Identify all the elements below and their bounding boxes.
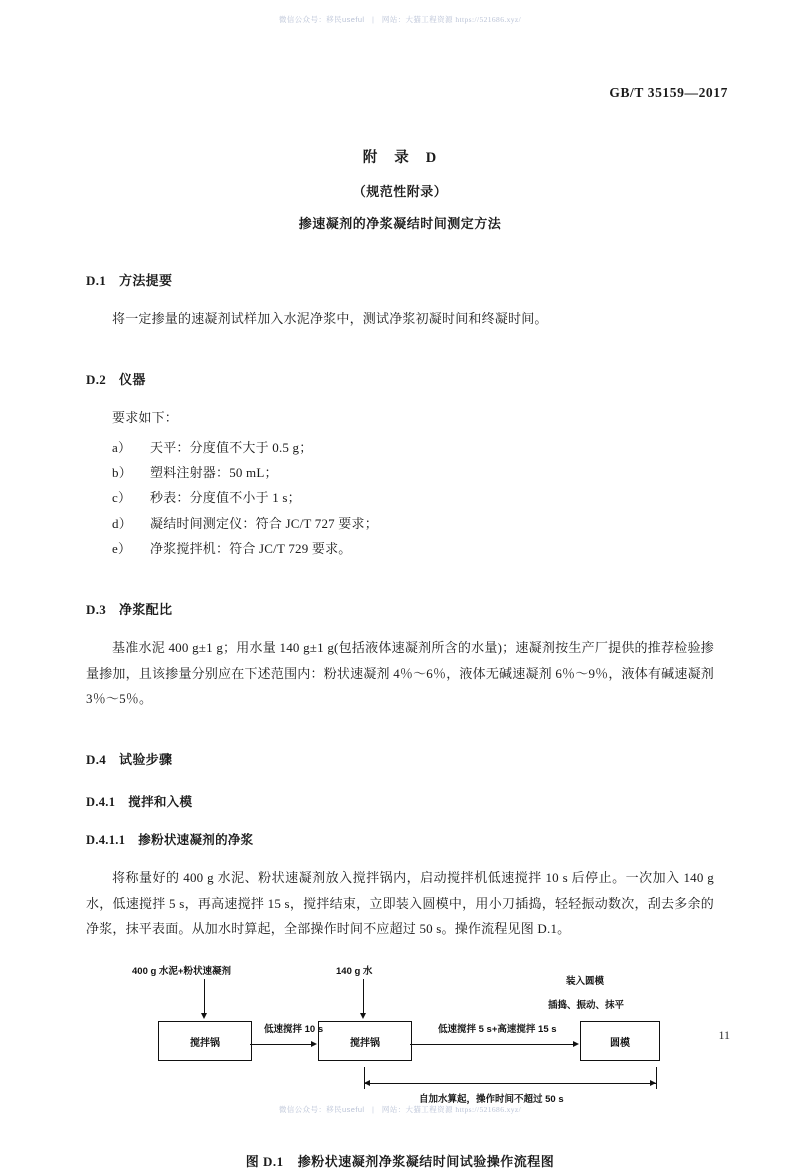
diagram-arrow-down-icon bbox=[201, 1013, 207, 1019]
list-item bbox=[112, 435, 714, 460]
heading-d41 bbox=[86, 792, 714, 810]
list-item-text: 凝结时间测定仪：符合 JC/T 727 要求； bbox=[150, 515, 378, 531]
heading-d41-number: D.4.1 bbox=[86, 795, 116, 810]
diagram-right-label-compact: 插捣、振动、抹平 bbox=[548, 1000, 625, 1012]
list-item-marker: a） bbox=[112, 439, 132, 455]
diagram-arrow-right-icon bbox=[311, 1041, 317, 1047]
page-number: 11 bbox=[718, 1028, 730, 1042]
heading-d411-number: D.4.1.1 bbox=[86, 833, 126, 848]
watermark-separator: | bbox=[371, 15, 375, 24]
diagram-arrow-label-low-high-speed: 低速搅拌 5 s+高速搅拌 15 s bbox=[438, 1024, 557, 1036]
annex-label-prefix: 附 bbox=[362, 150, 379, 166]
diagram-input-label-water: 140 g 水 bbox=[336, 966, 373, 978]
diagram-arrow-shaft bbox=[410, 1044, 574, 1045]
annex-type: （规范性附录） bbox=[352, 184, 448, 199]
diagram-arrow-left-icon bbox=[364, 1080, 370, 1086]
diagram-arrow-shaft bbox=[250, 1044, 312, 1045]
diagram-arrow-right-icon bbox=[573, 1041, 579, 1047]
diagram-arrow-down-icon bbox=[360, 1013, 366, 1019]
list-item bbox=[112, 511, 714, 536]
heading-d3 bbox=[86, 599, 714, 618]
list-item-marker: c） bbox=[112, 490, 132, 506]
watermark-wechat: 微信公众号：移民useful bbox=[278, 15, 365, 24]
list-item-marker: e） bbox=[112, 541, 132, 557]
annex-title bbox=[86, 146, 714, 167]
figure-caption bbox=[86, 1151, 714, 1170]
heading-d2-number: D.2 bbox=[86, 372, 107, 388]
list-item-text: 净浆搅拌机：符合 JC/T 729 要求。 bbox=[150, 541, 352, 557]
diagram-input-label-cement: 400 g 水泥+粉状速凝剂 bbox=[132, 966, 231, 978]
heading-d4-number: D.4 bbox=[86, 752, 107, 768]
instrument-list bbox=[112, 435, 714, 562]
list-item-text: 秒表：分度值不小于 1 s； bbox=[150, 490, 301, 506]
watermark-url: https://521686.xyz/ bbox=[455, 1105, 522, 1114]
diagram-span-label: 自加水算起，操作时间不超过 50 s bbox=[419, 1094, 564, 1106]
paragraph-d2-lead: 要求如下： bbox=[112, 410, 179, 426]
watermark-top bbox=[0, 14, 800, 25]
page-content bbox=[86, 146, 714, 1170]
diagram-span-tick-left bbox=[364, 1067, 365, 1089]
heading-d2-text: 仪器 bbox=[119, 372, 146, 388]
annex-letter: D bbox=[425, 150, 438, 166]
watermark-site: 网站：大猫工程资源 bbox=[381, 1105, 453, 1114]
standard-number-header: GB/T 35159—2017 bbox=[609, 85, 728, 100]
annex-name: 掺速凝剂的净浆凝结时间测定方法 bbox=[298, 216, 502, 231]
figure-caption-text: 掺粉状速凝剂净浆凝结时间试验操作流程图 bbox=[297, 1154, 555, 1170]
heading-d41-text: 搅拌和入模 bbox=[128, 795, 193, 810]
list-item-text: 塑料注射器：50 mL； bbox=[150, 465, 278, 481]
paragraph-d1: 将一定掺量的速凝剂试样加入水泥净浆中，测试净浆初凝时间和终凝时间。 bbox=[112, 311, 548, 326]
diagram-arrow-label-low-speed: 低速搅拌 10 s bbox=[264, 1024, 324, 1036]
diagram-connector-line bbox=[363, 979, 364, 1015]
list-item bbox=[112, 485, 714, 510]
heading-d411-text: 掺粉状速凝剂的净浆 bbox=[138, 833, 254, 848]
heading-d1-number: D.1 bbox=[86, 273, 107, 288]
diagram-connector-line bbox=[204, 979, 205, 1015]
list-item-marker: d） bbox=[112, 515, 132, 531]
diagram-box-round-mold: 圆模 bbox=[580, 1021, 660, 1061]
heading-d1-text: 方法提要 bbox=[119, 273, 173, 288]
diagram-right-label-load: 装入圆模 bbox=[566, 976, 605, 988]
watermark-bottom bbox=[0, 1104, 800, 1115]
heading-d1 bbox=[86, 270, 714, 289]
diagram-arrow-right-icon bbox=[650, 1080, 656, 1086]
diagram-box-mixing-pot-2: 搅拌锅 bbox=[318, 1021, 412, 1061]
watermark-url: https://521686.xyz/ bbox=[455, 15, 522, 24]
heading-d3-number: D.3 bbox=[86, 602, 107, 618]
annex-label-mid: 录 bbox=[394, 150, 410, 166]
watermark-wechat: 微信公众号：移民useful bbox=[278, 1105, 365, 1114]
figure-caption-number: 图 D.1 bbox=[245, 1154, 284, 1170]
paragraph-d411: 将称量好的 400 g 水泥、粉状速凝剂放入搅拌锅内，启动搅拌机低速搅拌 10 s 后停止。一次加入 140 g 水，低速搅拌 5 s，再高速搅拌 15 s，搅拌结束，立即装入圆模中，用小刀插捣，轻轻振动数次，刮去多余的净浆，抹平表面。从加水时算起，全部操作时间不应超过 50 s。操作流程见图 D.1。 bbox=[86, 870, 714, 937]
list-item-marker: b） bbox=[112, 465, 132, 481]
diagram-box-mixing-pot-1: 搅拌锅 bbox=[158, 1021, 252, 1061]
list-item-text: 天平：分度值不大于 0.5 g； bbox=[150, 439, 313, 455]
diagram-span-tick-right bbox=[656, 1067, 657, 1089]
watermark-separator: | bbox=[371, 1105, 375, 1114]
heading-d4 bbox=[86, 749, 714, 768]
watermark-site: 网站：大猫工程资源 bbox=[381, 15, 453, 24]
paragraph-d3: 基准水泥 400 g±1 g；用水量 140 g±1 g(包括液体速凝剂所含的水量)；速凝剂按生产厂提供的推荐检验掺量掺加，且该掺量分别应在下述范围内：粉状速凝剂 4％～6％，液体无碱速凝剂 6％～9％，液体有碱速凝剂 3％～5％。 bbox=[86, 640, 714, 707]
heading-d2 bbox=[86, 369, 714, 388]
list-item bbox=[112, 460, 714, 485]
heading-d3-text: 净浆配比 bbox=[119, 602, 173, 618]
diagram-span-line bbox=[364, 1083, 656, 1084]
heading-d411 bbox=[86, 830, 714, 848]
list-item bbox=[112, 536, 714, 561]
heading-d4-text: 试验步骤 bbox=[119, 752, 173, 768]
